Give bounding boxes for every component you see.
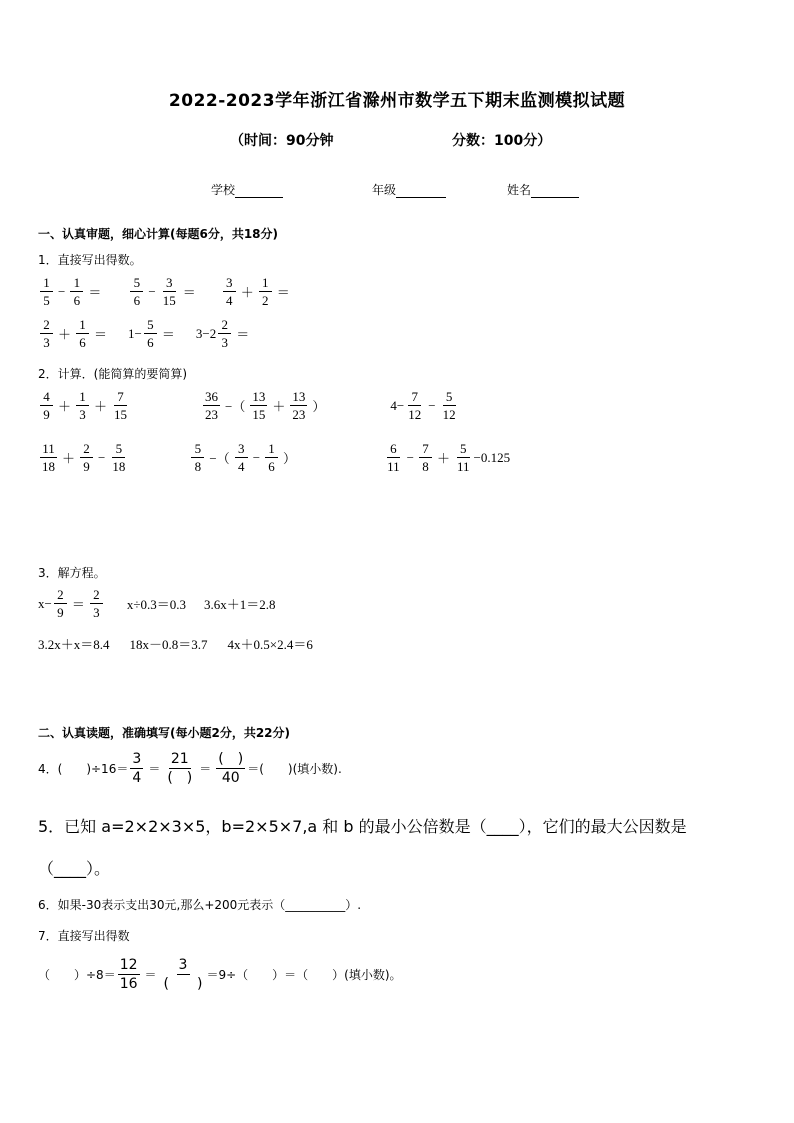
fraction: $\frac{5}{6}$ xyxy=(130,276,143,307)
name-field[interactable] xyxy=(507,181,579,198)
question-5-continued: （____）。 xyxy=(38,859,111,878)
fraction: $\frac{6}{11}$ xyxy=(387,441,400,474)
operator: ＝ xyxy=(236,327,250,342)
question-4: 4．( )÷16＝ $\frac{3}{4}$ ＝ $\frac{21}{( )}$ ＝ $\frac{( )}{40}$ ＝( )(填小数). xyxy=(38,751,342,786)
equation: 4x＋0.5×2.4＝6 xyxy=(227,637,313,652)
fraction: $\frac{3}{( )}$ xyxy=(163,957,203,992)
q2-row-2: $\frac{11}{18}$ ＋ $\frac{2}{9}$ − $\frac{5}{18}$ $\frac{5}{8}$ −（ $\frac{3}{4}$ − $\frac{1}{6}$ ） $\frac{6}{11}$ − $\frac{7}{8}$ ＋ $\frac{5}{11}$ −0.125 xyxy=(42,441,511,474)
operator: − xyxy=(406,449,414,465)
operator: − xyxy=(428,397,436,413)
question-3: 3．解方程。 xyxy=(38,566,106,580)
operator: ＋ xyxy=(58,399,72,414)
operator: −（ xyxy=(209,451,230,466)
fraction: $\frac{3}{4}$ xyxy=(223,276,236,307)
q2-row-1: $\frac{4}{9}$ ＋ $\frac{1}{3}$ ＋ $\frac{7}{15}$ $\frac{36}{23}$ −（ $\frac{13}{15}$ ＋ $\frac{13}{23}$ ） 4− $\frac{7}{12}$ − $\frac{5}{12}$ xyxy=(38,390,460,421)
operator: ＝ xyxy=(94,327,108,342)
fraction: $\frac{21}{( )}$ xyxy=(167,751,193,786)
operator: ＋ xyxy=(62,451,76,466)
fraction: $\frac{5}{6}$ xyxy=(144,318,157,349)
school-label: 学校 xyxy=(211,183,236,197)
operator: ＝ xyxy=(71,597,85,612)
question-5: 5．已知 a=2×2×3×5，b=2×5×7,a 和 b 的最小公倍数是（____），它们的最大公因数是 xyxy=(38,817,687,836)
fraction: $\frac{13}{23}$ xyxy=(292,389,306,422)
q3-row-2 xyxy=(38,634,313,653)
question-7-row: （ ）÷8＝ $\frac{12}{16}$ ＝ $\frac{3}{( )}$ ＝9÷（ ）＝（ ）(填小数)。 xyxy=(38,957,402,992)
fraction: $\frac{2}{9}$ xyxy=(80,442,93,473)
fraction: $\frac{1}{6}$ xyxy=(76,318,89,349)
operator: ＝ xyxy=(276,285,290,300)
operator: ＝ xyxy=(148,762,161,776)
operator: − xyxy=(148,283,156,299)
fraction: $\frac{7}{12}$ xyxy=(408,389,422,422)
operator: ＋ xyxy=(58,327,72,342)
operator: −（ xyxy=(225,399,246,414)
q1-row-2: $\frac{2}{3}$ ＋ $\frac{1}{6}$ ＝ 1− $\frac{5}{6}$ ＝ 3−2 $\frac{2}{3}$ ＝ xyxy=(38,318,252,349)
name-label: 姓名 xyxy=(507,183,532,197)
operator: − xyxy=(58,283,66,299)
fraction: $\frac{1}{2}$ xyxy=(259,276,272,307)
operator: ＋ xyxy=(436,451,450,466)
operator: ＋ xyxy=(240,285,254,300)
fraction: $\frac{12}{16}$ xyxy=(119,957,138,992)
page-title: 2022-2023学年浙江省滁州市数学五下期末监测模拟试题 xyxy=(168,91,626,111)
q3-row-1: x− $\frac{2}{9}$ ＝ $\frac{2}{3}$ x÷0.3＝0.3 3.6x＋1＝2.8 xyxy=(38,587,276,620)
equation: 18x－0.8＝3.7 xyxy=(129,637,208,652)
operator: ＝ xyxy=(144,968,157,982)
question-2: 2．计算．(能简算的要简算) xyxy=(38,367,187,381)
time-limit: （时间：90分钟 xyxy=(230,133,334,149)
fraction: $\frac{36}{23}$ xyxy=(205,389,219,422)
school-field[interactable] xyxy=(211,181,283,198)
fraction: $\frac{11}{18}$ xyxy=(42,441,55,474)
q1-row-1 xyxy=(38,276,293,307)
question-1: 1．直接写出得数。 xyxy=(38,253,142,267)
question-6: 6．如果-30表示支出30元,那么+200元表示（__________）. xyxy=(38,898,362,912)
operator: ） xyxy=(312,399,326,414)
question-7: 7．直接写出得数 xyxy=(38,929,130,943)
fraction: $\frac{13}{15}$ xyxy=(252,389,266,422)
operator: − xyxy=(252,449,261,465)
operator: ＝ xyxy=(199,762,212,776)
fraction: $\frac{2}{3}$ xyxy=(40,318,53,349)
fraction: $\frac{4}{9}$ xyxy=(40,390,53,421)
name-blank[interactable] xyxy=(531,197,579,198)
section-2-heading: 二、认真读题，准确填写(每小题2分，共22分) xyxy=(38,726,291,740)
operator: ＝ xyxy=(182,285,196,300)
fraction: $\frac{5}{8}$ xyxy=(191,442,204,473)
fraction: $\frac{1}{6}$ xyxy=(70,276,83,307)
fraction: $\frac{5}{18}$ xyxy=(112,441,126,474)
operator: ＝ xyxy=(161,327,175,342)
fraction: $\frac{2}{3}$ xyxy=(90,588,103,619)
fraction: $\frac{7}{15}$ xyxy=(114,389,128,422)
equation: x÷0.3＝0.3 xyxy=(126,597,186,612)
operator: ＋ xyxy=(94,399,108,414)
equation: 3.6x＋1＝2.8 xyxy=(204,597,276,612)
fraction: $\frac{3}{4}$ xyxy=(130,752,143,785)
fraction: $\frac{2}{9}$ xyxy=(54,588,67,619)
school-blank[interactable] xyxy=(235,197,283,198)
fraction: $\frac{( )}{40}$ xyxy=(218,751,244,786)
grade-blank[interactable] xyxy=(396,197,446,198)
fraction: $\frac{2}{3}$ xyxy=(218,318,231,349)
fraction: $\frac{1}{5}$ xyxy=(40,276,53,307)
fraction: $\frac{7}{8}$ xyxy=(419,442,432,473)
fraction: $\frac{5}{12}$ xyxy=(442,389,456,422)
fraction: $\frac{1}{3}$ xyxy=(76,390,89,421)
grade-label: 年级 xyxy=(372,183,397,197)
operator: − xyxy=(98,449,106,465)
equation: 3.2x＋x＝8.4 xyxy=(38,637,110,652)
grade-field[interactable] xyxy=(372,181,446,198)
fraction: $\frac{3}{4}$ xyxy=(235,442,248,473)
operator: ＋ xyxy=(272,399,286,414)
fraction: $\frac{1}{6}$ xyxy=(265,442,278,473)
fraction: $\frac{5}{11}$ xyxy=(456,441,470,474)
total-score: 分数：100分） xyxy=(452,133,552,149)
section-1-heading: 一、认真审题，细心计算(每题6分，共18分) xyxy=(38,227,279,241)
operator: ） xyxy=(283,451,297,466)
fraction: $\frac{3}{15}$ xyxy=(162,275,176,308)
operator: ＝ xyxy=(88,285,102,300)
